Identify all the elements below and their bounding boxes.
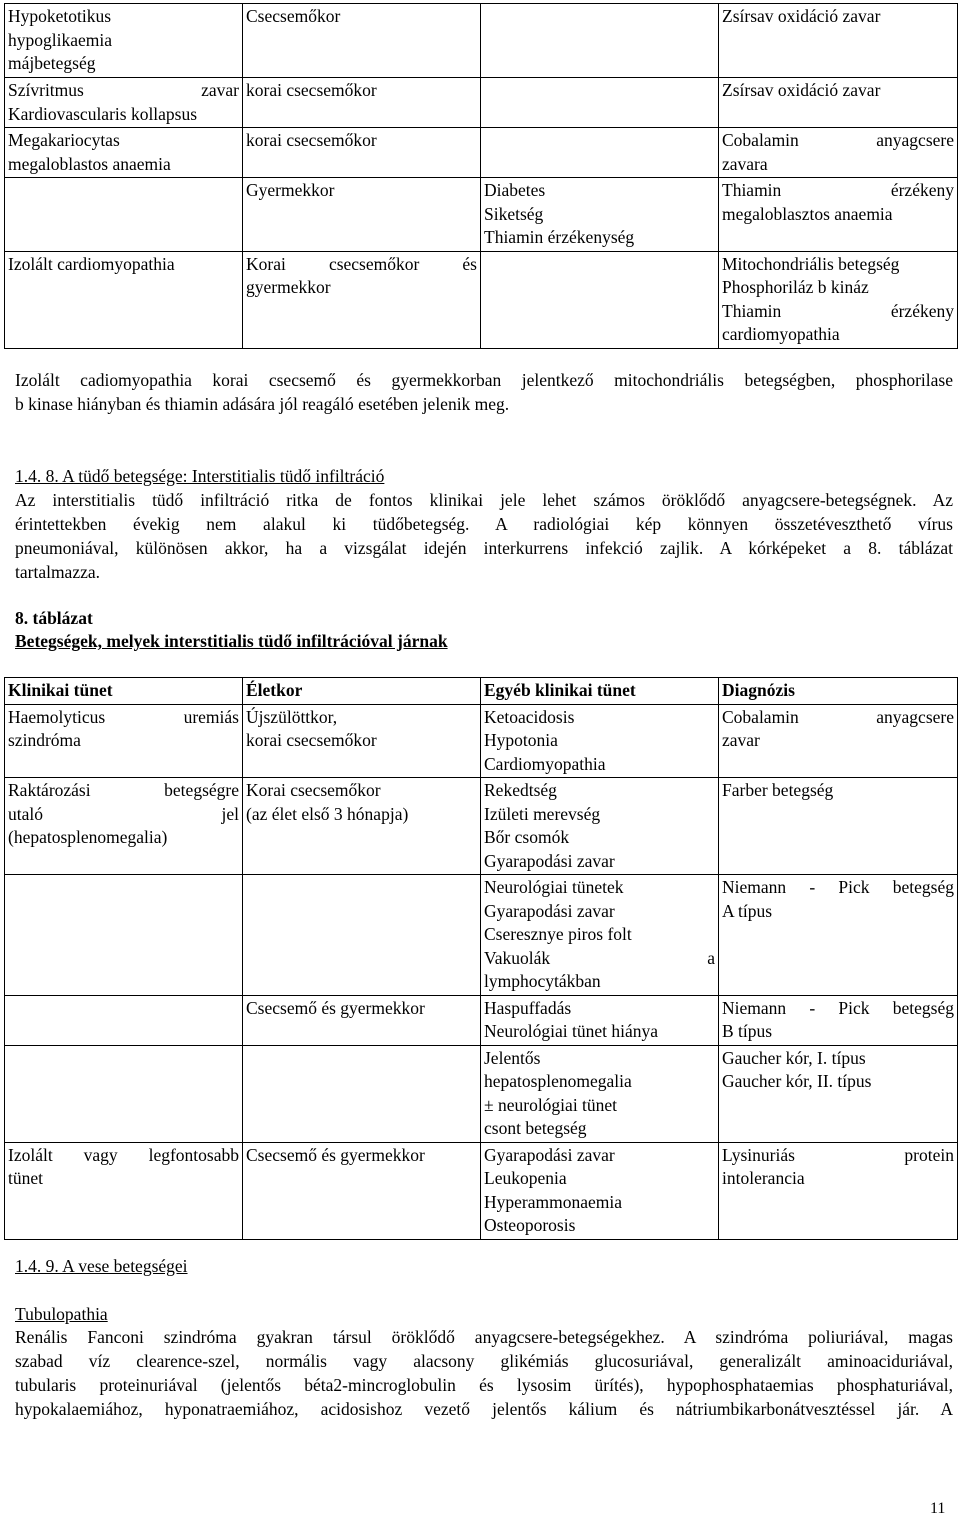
- subheading-tubulopathia: Tubulopathia: [15, 1304, 108, 1324]
- table-title: Betegségek, melyek interstitialis tüdő infiltrációval járnak: [15, 631, 448, 651]
- cell-line: májbetegség: [8, 53, 96, 73]
- other-cell: [481, 875, 719, 996]
- other-cell: [481, 178, 719, 252]
- cell-line: megaloblastos anaemia: [8, 153, 171, 174]
- cell-line: Gyarapodási zavar: [484, 900, 615, 921]
- table-row: [5, 778, 958, 875]
- cell-line: Szívritmus zavar: [8, 80, 239, 100]
- cell-line: Hyperammonaemia: [484, 1191, 623, 1212]
- symptom-cell: [5, 778, 243, 875]
- cell-line: Ketoacidosis: [484, 706, 575, 727]
- table-row: [5, 1045, 958, 1142]
- cell-line: Megakariocytas: [8, 130, 120, 150]
- symptom-cell: [5, 875, 243, 996]
- cell-line: Csecsemő és gyermekkor: [246, 1144, 425, 1165]
- table-row: [5, 128, 958, 178]
- other-cell: [481, 1045, 719, 1142]
- cell-line: Neurológiai tünet hiánya: [484, 1021, 658, 1041]
- paragraph-line: Izolált cadiomyopathia korai csecsemő és gyermekkorban jelentkező mitochondriális betegségben, phosphorilase: [15, 370, 953, 390]
- other-cell: [481, 251, 719, 348]
- other-cell: [481, 704, 719, 778]
- cell-line: Diabetes: [484, 180, 546, 200]
- cell-line: Hypoketotikus: [8, 6, 112, 26]
- other-cell: [481, 128, 719, 178]
- paragraph-line: Az interstitialis tüdő infiltráció ritka de fontos klinikai jele lehet számos öröklődő anyagcsere-betegségnek. Az: [15, 490, 953, 510]
- other-cell: [481, 995, 719, 1045]
- symptom-cell: [5, 1045, 243, 1142]
- header-klinikai-tunet: Klinikai tünet: [5, 678, 243, 705]
- cell-line: hypoglikaemia: [8, 29, 113, 50]
- table-row: [5, 251, 958, 348]
- symptom-cell: [5, 704, 243, 778]
- cell-line: Cobalamin anyagcsere: [722, 130, 954, 150]
- cell-line: Farber betegség: [722, 780, 834, 800]
- cell-line: Gyarapodási zavar: [484, 850, 615, 871]
- other-cell: [481, 4, 719, 78]
- age-cell: [243, 995, 481, 1045]
- cell-line: Lysinuriás protein: [722, 1144, 954, 1165]
- cell-line: Haemolyticus uremiás: [8, 706, 239, 727]
- cell-line: Izolált cardiomyopathia: [8, 253, 175, 274]
- cell-line: Gyermekkor: [246, 180, 335, 200]
- cardiomyopathy-paragraph: [15, 368, 953, 416]
- diagnosis-cell: [719, 128, 958, 178]
- paragraph-line: érintettekben évekig nem alakul ki tüdőbetegség. A radiológiai kép könnyen összetéveszthető vírus: [15, 514, 953, 534]
- age-cell: [243, 778, 481, 875]
- cell-line: Thiamin érzékenység: [484, 227, 635, 247]
- page-number: 11: [930, 1500, 946, 1517]
- cell-line: utaló jel: [8, 803, 239, 824]
- cell-line: szindróma: [8, 730, 81, 750]
- cell-line: Csecsemő és gyermekkor: [246, 997, 425, 1018]
- cell-line: Kardiovascularis kollapsus: [8, 103, 198, 124]
- symptom-cell: [5, 128, 243, 178]
- cell-line: Osteoporosis: [484, 1215, 576, 1235]
- table-row: [5, 4, 958, 78]
- cell-line: Újszülöttkor,: [246, 706, 338, 727]
- cell-line: Raktározási betegségre: [8, 780, 239, 800]
- paragraph-line: tubularis proteinuriával (jelentős béta2-mincroglobulin és lysosim ürítés), hypophosphataemias phosphaturiával,: [15, 1375, 953, 1395]
- age-cell: [243, 128, 481, 178]
- cell-line: lymphocytákban: [484, 971, 601, 991]
- symptom-cell: [5, 4, 243, 78]
- cell-line: korai csecsemőkor: [246, 730, 377, 750]
- symptom-cell: [5, 995, 243, 1045]
- age-cell: [243, 1045, 481, 1142]
- cell-line: Cobalamin anyagcsere: [722, 706, 954, 727]
- section-heading-lung: 1.4. 8. A tüdő betegsége: Interstitialis tüdő infiltráció: [15, 466, 385, 486]
- diagnosis-cell: [719, 178, 958, 252]
- header-diagnozis: Diagnózis: [719, 678, 958, 705]
- metabolic-table-continued: [4, 3, 958, 349]
- diagnosis-cell: [719, 995, 958, 1045]
- diagnosis-cell: [719, 1045, 958, 1142]
- cell-line: Hypotonia: [484, 730, 558, 750]
- paragraph-line: pneumoniával, különösen akkor, ha a vizsgálat idején interkurrens infekció zajlik. A kórképeket a 8. táblázat: [15, 538, 953, 558]
- cell-line: Izületi merevség: [484, 803, 601, 824]
- lung-infiltration-table: [4, 677, 958, 1240]
- other-cell: [481, 78, 719, 128]
- diagnosis-cell: [719, 251, 958, 348]
- cell-line: (hepatosplenomegalia): [8, 827, 168, 847]
- cell-line: Korai csecsemőkor: [246, 780, 381, 800]
- table-row: [5, 704, 958, 778]
- cell-line: zavara: [722, 153, 768, 174]
- cell-line: Niemann - Pick betegség: [722, 877, 954, 897]
- lung-paragraph: [15, 488, 953, 584]
- cell-line: Korai csecsemőkor és: [246, 253, 477, 274]
- kidney-paragraph: [15, 1325, 953, 1421]
- cell-line: Izolált vagy legfontosabb: [8, 1144, 239, 1165]
- table-row: [5, 995, 958, 1045]
- cell-line: Zsírsav oxidáció zavar: [722, 80, 881, 100]
- paragraph-line: b kinase hiányban és thiamin adására jól reagáló esetében jelenik meg.: [15, 394, 510, 414]
- age-cell: [243, 875, 481, 996]
- cell-line: Thiamin érzékeny: [722, 300, 954, 321]
- cell-line: Niemann - Pick betegség: [722, 997, 954, 1018]
- cell-line: intolerancia: [722, 1168, 805, 1188]
- cell-line: Gaucher kór, I. típus: [722, 1047, 866, 1068]
- cell-line: Phosphoriláz b kináz: [722, 277, 869, 297]
- cell-line: Cseresznye piros folt: [484, 924, 632, 944]
- cell-line: csont betegség: [484, 1118, 587, 1138]
- header-egyeb-tunet: Egyéb klinikai tünet: [481, 678, 719, 705]
- paragraph-line: Renális Fanconi szindróma gyakran társul öröklődő anyagcsere-betegségekhez. A szindróma poliuriával, magas: [15, 1327, 953, 1347]
- cell-line: A típus: [722, 900, 773, 921]
- cell-line: Cardiomyopathia: [484, 753, 606, 774]
- cell-line: Mitochondriális betegség: [722, 253, 900, 274]
- cell-line: Haspuffadás: [484, 997, 572, 1018]
- cell-line: Siketség: [484, 203, 544, 224]
- cell-line: hepatosplenomegalia: [484, 1071, 632, 1091]
- age-cell: [243, 251, 481, 348]
- table-row: [5, 875, 958, 996]
- cell-line: Bőr csomók: [484, 827, 570, 847]
- cell-line: korai csecsemőkor: [246, 130, 377, 150]
- age-cell: [243, 178, 481, 252]
- paragraph-line: tartalmazza.: [15, 562, 101, 582]
- diagnosis-cell: [719, 778, 958, 875]
- cell-line: ± neurológiai tünet: [484, 1094, 618, 1115]
- diagnosis-cell: [719, 704, 958, 778]
- age-cell: [243, 1142, 481, 1239]
- symptom-cell: [5, 178, 243, 252]
- table-header-row: [5, 678, 958, 705]
- diagnosis-cell: [719, 4, 958, 78]
- cell-line: (az élet első 3 hónapja): [246, 803, 409, 824]
- age-cell: [243, 78, 481, 128]
- table-row: [5, 1142, 958, 1239]
- paragraph-line: szabad víz clearence-szel, normális vagy alacsony glikémiás glucosuriával, generalizált aminoaciduriával,: [15, 1351, 953, 1371]
- section-heading-kidney: 1.4. 9. A vese betegségei: [15, 1256, 188, 1276]
- table-row: [5, 178, 958, 252]
- table-row: [5, 78, 958, 128]
- cell-line: Jelentős: [484, 1047, 541, 1068]
- cell-line: Rekedtség: [484, 780, 557, 800]
- symptom-cell: [5, 78, 243, 128]
- diagnosis-cell: [719, 875, 958, 996]
- cell-line: cardiomyopathia: [722, 324, 840, 344]
- age-cell: [243, 704, 481, 778]
- header-eletkor: Életkor: [243, 678, 481, 705]
- cell-line: megaloblasztos anaemia: [722, 203, 893, 224]
- cell-line: Gyarapodási zavar: [484, 1144, 615, 1165]
- symptom-cell: [5, 251, 243, 348]
- cell-line: Vakuolák a: [484, 947, 715, 968]
- cell-line: B típus: [722, 1021, 773, 1041]
- cell-line: Neurológiai tünetek: [484, 877, 624, 897]
- cell-line: gyermekkor: [246, 277, 331, 297]
- symptom-cell: [5, 1142, 243, 1239]
- diagnosis-cell: [719, 78, 958, 128]
- cell-line: Leukopenia: [484, 1168, 567, 1188]
- diagnosis-cell: [719, 1142, 958, 1239]
- age-cell: [243, 4, 481, 78]
- table-label: 8. táblázat: [15, 608, 93, 628]
- cell-line: Zsírsav oxidáció zavar: [722, 6, 881, 26]
- cell-line: Thiamin érzékeny: [722, 180, 954, 200]
- cell-line: Csecsemőkor: [246, 6, 341, 26]
- other-cell: [481, 778, 719, 875]
- cell-line: Gaucher kór, II. típus: [722, 1071, 872, 1091]
- cell-line: tünet: [8, 1168, 43, 1188]
- cell-line: korai csecsemőkor: [246, 80, 377, 100]
- paragraph-line: hypokalaemiához, hyponatraemiához, acidosishoz vezető jelentős kálium és nátriumbikarbonátvesztéssel jár. A: [15, 1399, 953, 1419]
- other-cell: [481, 1142, 719, 1239]
- cell-line: zavar: [722, 730, 760, 750]
